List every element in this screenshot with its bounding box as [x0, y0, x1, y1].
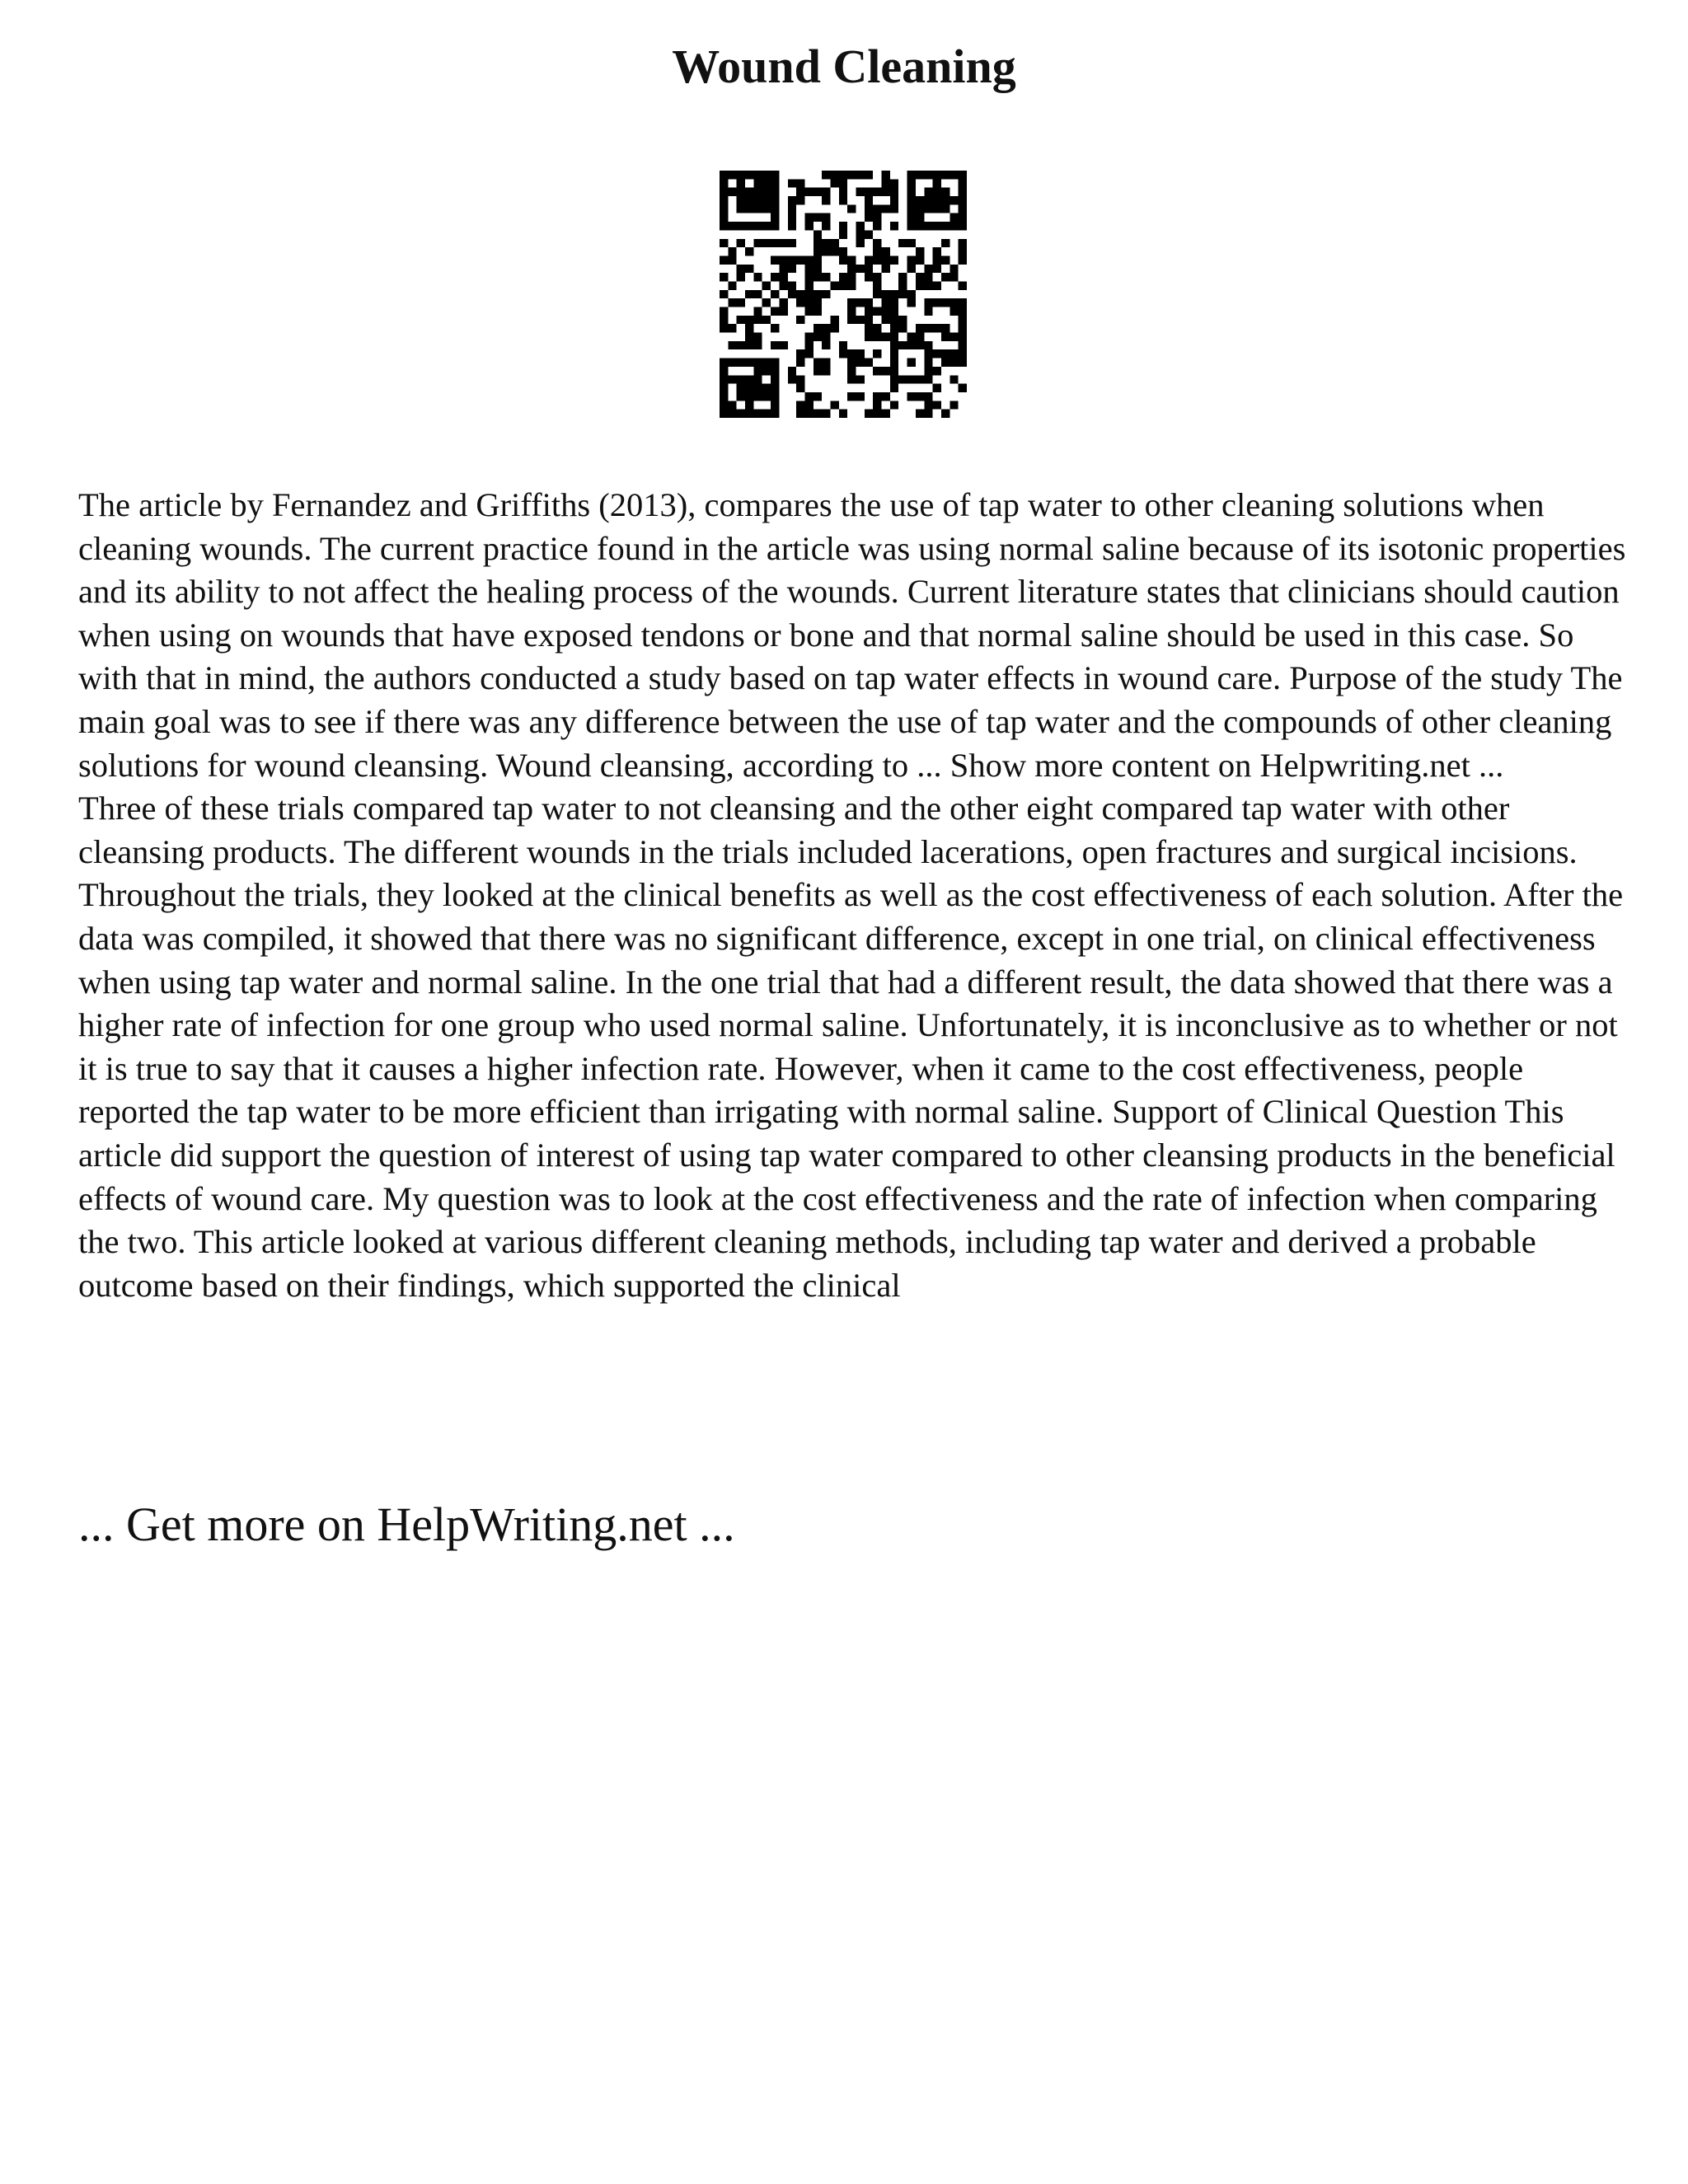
page-title: Wound Cleaning — [672, 40, 1016, 93]
paragraph-2: Three of these trials compared tap water to not cleansing and the other eight compared tap water with other cleansing products. The different wounds in the trials included lacerations, open fractures and surgical incisions. Throughout the trials, they looked at the clinical benefits as well as the cost effectiveness of each solution. After the data was compiled, it showed that there was no significant difference, except in one trial, on clinical effectiveness when using tap water and normal saline. In the one trial that had a different result, the data showed that there was a higher rate of infection for one group who used normal saline. Unfortunately, it is inconclusive as to whether or not it is true to say that it causes a higher infection rate. However, when it came to the cost effectiveness, people reported the tap water to be more efficient than irrigating with normal saline. Support of Clinical Question This article did support the question of interest of using tap water compared to other cleansing products in the beneficial effects of wound care. My question was to look at the cost effectiveness and the rate of infection when comparing the two. This article looked at various different cleaning methods, including tap water and derived a probable outcome based on their findings, which supported the clinical — [78, 790, 1624, 1304]
paragraph-1: The article by Fernandez and Griffiths (2013), compares the use of tap water to other cleaning solutions when cleaning wounds. The current practice found in the article was using normal saline because of its isotonic properties and its ability to not affect the healing process of the wounds. Current literature states that clinicians should caution when using on wounds that have exposed tendons or bone and that normal saline should be used in this case. So with that in mind, the authors conducted a study based on tap water effects in wound care. Purpose of the study The main goal was to see if there was any difference between the use of tap water and the compounds of other cleaning solutions for wound cleansing. Wound cleansing, according to ... Show more content on Helpwriting.net ... — [78, 486, 1626, 784]
qr-code-icon[interactable] — [720, 171, 967, 418]
get-more-link[interactable]: ... Get more on HelpWriting.net ... — [78, 1497, 735, 1551]
article-body — [78, 484, 1628, 1307]
